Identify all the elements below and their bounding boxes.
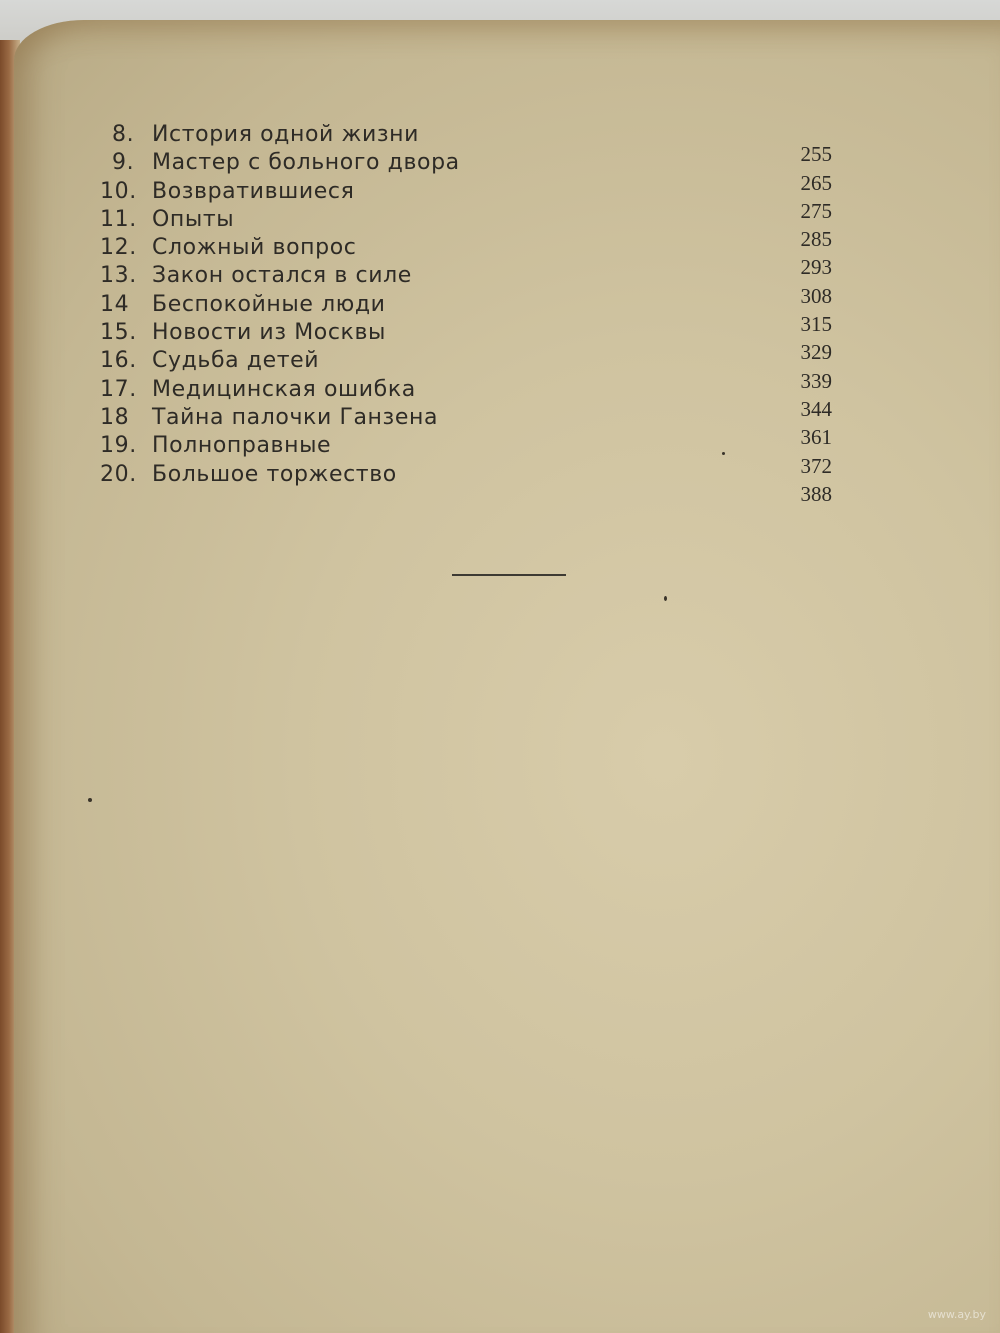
toc-entry-title: История одной жизни (152, 122, 420, 147)
toc-entry (100, 453, 860, 490)
toc-entry-title: Большое торжество (152, 461, 397, 487)
toc-entry-page: 308 (800, 283, 832, 308)
section-divider-rule (452, 574, 566, 576)
toc-entry-number: 14 (100, 291, 130, 317)
toc-entry-title: Медицинская ошибка (152, 376, 416, 402)
toc-final-page: 388 (800, 481, 832, 506)
paper-speck (664, 596, 667, 601)
toc-entry-title: Закон остался в силе (152, 263, 412, 289)
toc-entry-page: 372 (800, 453, 832, 478)
toc-entry (100, 255, 860, 291)
toc-entry (100, 142, 860, 178)
toc-entry-page: 293 (800, 255, 832, 280)
toc-entry-number: 19. (100, 433, 137, 459)
paper-speck (722, 452, 725, 455)
toc-entry (100, 368, 860, 405)
toc-entry-title: Тайна палочки Ганзена (152, 404, 439, 430)
toc-entry-number: 13. (100, 263, 137, 289)
toc-entry (100, 283, 860, 320)
toc-entry (100, 312, 860, 348)
toc-entry (100, 340, 860, 376)
toc-entry-number: 10. (100, 178, 137, 204)
toc-entry-title: Судьба детей (152, 348, 320, 374)
toc-entry-title: Полноправные (152, 433, 332, 459)
toc-entry-number: 11. (100, 206, 137, 232)
toc-entry (100, 425, 860, 461)
toc-entry-title: Мастер с больного двора (152, 150, 460, 176)
toc-entry (100, 396, 860, 433)
toc-entry-page: 275 (800, 198, 832, 223)
toc-entry-page: 339 (800, 368, 832, 393)
toc-entry-title: Сложный вопрос (152, 235, 357, 261)
toc-entry-title: Опыты (152, 206, 235, 232)
toc-entry-number: 17. (100, 376, 137, 402)
toc-entry-page: 361 (800, 425, 832, 450)
toc-entry-page: 265 (800, 170, 832, 195)
toc-entry-number: 15. (100, 320, 137, 346)
table-of-contents (100, 122, 860, 518)
toc-entry (100, 227, 860, 263)
toc-entry (100, 198, 860, 235)
toc-entry (100, 481, 860, 518)
toc-entry-number: 12. (100, 235, 137, 261)
toc-entry-title: Возвратившиеся (152, 178, 355, 204)
toc-entry-page: 315 (800, 312, 832, 337)
paper-speck (88, 798, 92, 802)
toc-entry-page: 329 (800, 340, 832, 365)
toc-entry-title: Беспокойные люди (152, 291, 386, 317)
toc-entry-number: 9. (112, 150, 135, 176)
watermark-text: www.ay.by (927, 1308, 986, 1321)
toc-entry-number: 8. (112, 122, 135, 147)
toc-entry-page: 255 (800, 142, 832, 167)
toc-entry-page: 285 (800, 227, 832, 252)
toc-entry-page: 344 (800, 396, 832, 421)
toc-entry-title: Новости из Москвы (152, 320, 386, 346)
toc-entry-number: 20. (100, 461, 137, 487)
toc-entry (100, 122, 860, 150)
toc-entry-number: 16. (100, 348, 137, 374)
toc-entry (100, 170, 860, 207)
toc-entry-number: 18 (100, 404, 130, 430)
